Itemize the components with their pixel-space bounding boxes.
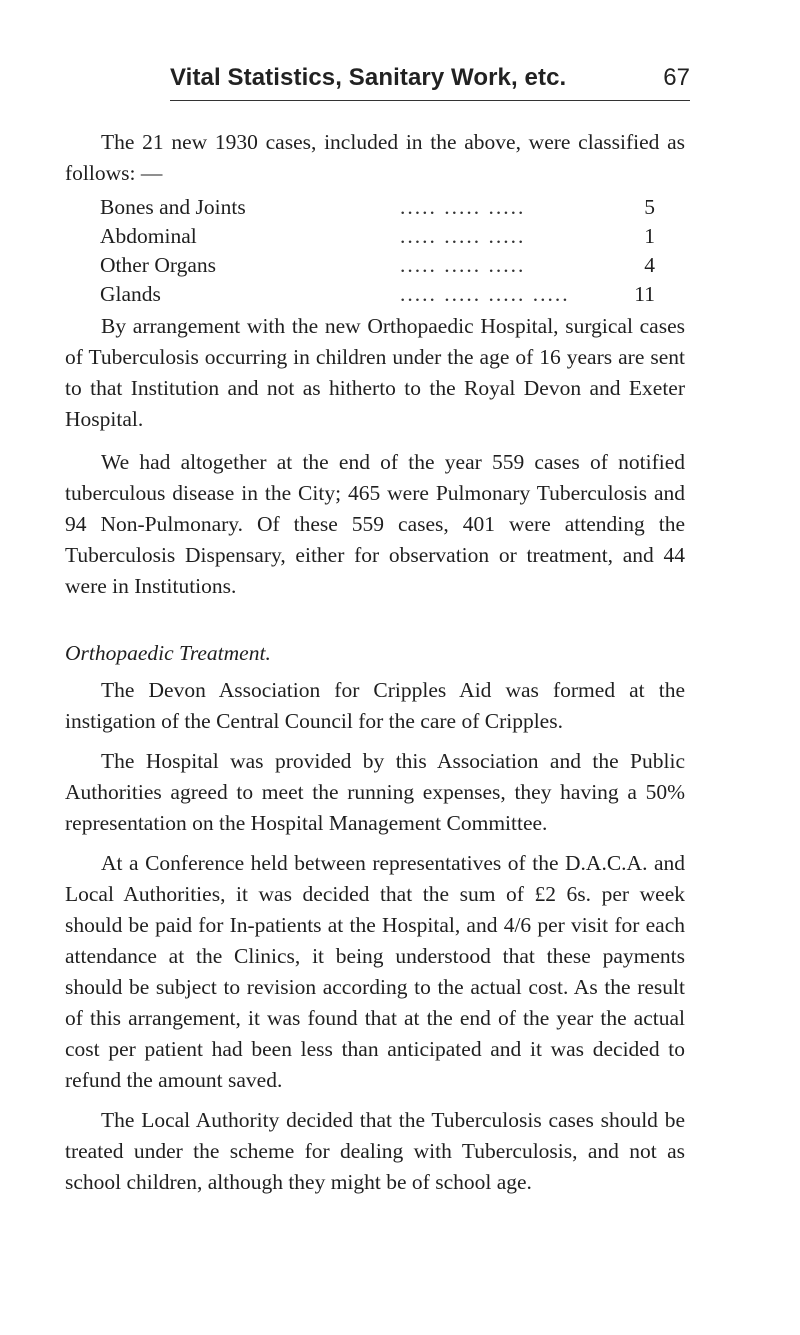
row-count: 4	[644, 253, 655, 277]
row-label: Glands	[100, 282, 161, 306]
table-row	[100, 251, 655, 280]
row-label: Abdominal	[100, 224, 197, 248]
table-row	[100, 280, 655, 309]
running-title: Vital Statistics, Sanitary Work, etc.	[170, 64, 567, 91]
section-paragraph: At a Conference held between representatives of the D.A.C.A. and Local Authorities, it was decided that the sum of £2 6s. per week should be paid for In-patients at the Hospital, and 4/6 per visit for each attendance at the Clinics, it being understood that these payments should be subject to revision according to the actual cost. As the result of this arrangement, it was found that at the end of the year the actual cost per patient had been less than anticipated and it was decided to refund the amount saved.	[65, 851, 685, 1092]
row-leader: ..... ..... .....	[400, 224, 526, 248]
section-paragraph: The Local Authority decided that the Tuberculosis cases should be treated under the scheme for dealing with Tuberculosis, and not as school children, although they might be of school age.	[65, 1108, 685, 1194]
orthopaedic-arrangement-paragraph: By arrangement with the new Orthopaedic Hospital, surgical cases of Tuberculosis occurring in children under the age of 16 years are sent to that Institution and not as hitherto to the Royal Devon and Exeter Hospital.	[65, 314, 685, 431]
classification-table	[100, 193, 655, 309]
page-number: 67	[663, 64, 690, 91]
row-leader: ..... ..... .....	[400, 253, 526, 277]
row-count: 5	[644, 195, 655, 219]
section-paragraph: The Devon Association for Cripples Aid was formed at the instigation of the Central Council for the care of Cripples.	[65, 678, 685, 733]
row-label: Bones and Joints	[100, 195, 246, 219]
row-leader: ..... ..... ..... .....	[400, 282, 570, 306]
section-paragraph: The Hospital was provided by this Association and the Public Authorities agreed to meet the running expenses, they having a 50% representation on the Hospital Management Committee.	[65, 749, 685, 835]
row-count: 11	[634, 282, 655, 306]
row-leader: ..... ..... .....	[400, 195, 526, 219]
page-body	[65, 127, 685, 1198]
table-row	[100, 193, 655, 222]
row-count: 1	[644, 224, 655, 248]
intro-paragraph: The 21 new 1930 cases, included in the above, were classified as follows: —	[65, 130, 685, 185]
year-end-cases-paragraph: We had altogether at the end of the year 559 cases of notified tuberculous disease in the City; 465 were Pulmonary Tuberculosis and 94 Non-Pulmonary. Of these 559 cases, 401 were attending the Tuberculosis Dispensary, either for observation or treatment, and 44 were in Institutions.	[65, 450, 685, 598]
table-row	[100, 222, 655, 251]
row-label: Other Organs	[100, 253, 217, 277]
page-header	[170, 46, 690, 98]
header-rule	[170, 100, 690, 101]
section-heading: Orthopaedic Treatment.	[65, 641, 271, 665]
